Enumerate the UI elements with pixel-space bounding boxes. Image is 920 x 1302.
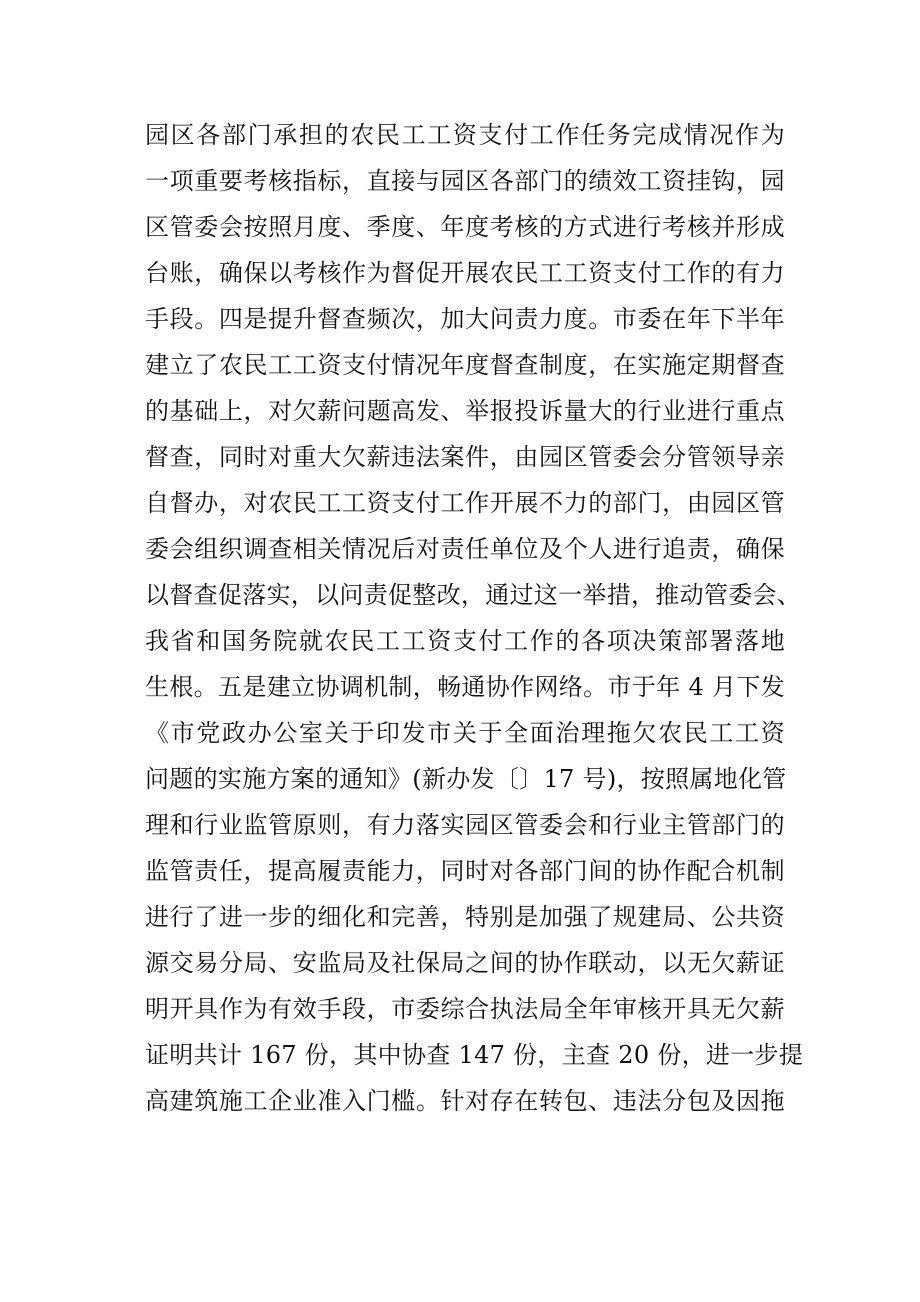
text-line: 明开具作为有效手段，市委综合执法局全年审核开具无欠薪 (145, 995, 785, 1023)
text-line: 理和行业监管原则，有力落实园区管委会和行业主管部门的 (145, 811, 785, 839)
text-line: 问题的实施方案的通知》(新办发〔〕17 号)，按照属地化管 (145, 765, 787, 793)
body-text (145, 112, 804, 1124)
text-line: 源交易分局、安监局及社保局之间的协作联动，以无欠薪证 (145, 949, 785, 977)
text-line: 进行了进一步的细化和完善，特别是加强了规建局、公共资 (145, 903, 785, 931)
text-line: 手段。四是提升督查频次，加大问责力度。市委在年下半年 (145, 305, 785, 333)
text-line: 一项重要考核指标，直接与园区各部门的绩效工资挂钩，园 (145, 167, 785, 195)
text-line: 《市党政办公室关于印发市关于全面治理拖欠农民工工资 (145, 719, 785, 747)
text-line: 以督查促落实，以问责促整改，通过这一举措，推动管委会、 (145, 581, 802, 609)
text-line: 园区各部门承担的农民工工资支付工作任务完成情况作为 (145, 121, 785, 149)
text-line: 自督办，对农民工工资支付工作开展不力的部门，由园区管 (145, 489, 785, 517)
text-line: 监管责任，提高履责能力，同时对各部门间的协作配合机制 (145, 857, 785, 885)
text-line: 台账，确保以考核作为督促开展农民工工资支付工作的有力 (145, 259, 785, 287)
text-line: 我省和国务院就农民工工资支付工作的各项决策部署落地 (145, 627, 785, 655)
text-line: 证明共计 167 份，其中协查 147 份，主查 20 份，进一步提 (145, 1041, 804, 1069)
text-line: 建立了农民工工资支付情况年度督查制度，在实施定期督查 (145, 351, 785, 379)
text-line: 高建筑施工企业准入门槛。针对存在转包、违法分包及因拖 (145, 1087, 785, 1115)
text-line: 区管委会按照月度、季度、年度考核的方式进行考核并形成 (145, 213, 785, 241)
text-line: 的基础上，对欠薪问题高发、举报投诉量大的行业进行重点 (145, 397, 785, 425)
text-line: 生根。五是建立协调机制，畅通协作网络。市于年 4 月下发 (145, 673, 785, 701)
text-line: 督查，同时对重大欠薪违法案件，由园区管委会分管领导亲 (145, 443, 785, 471)
text-line: 委会组织调查相关情况后对责任单位及个人进行追责，确保 (145, 535, 785, 563)
